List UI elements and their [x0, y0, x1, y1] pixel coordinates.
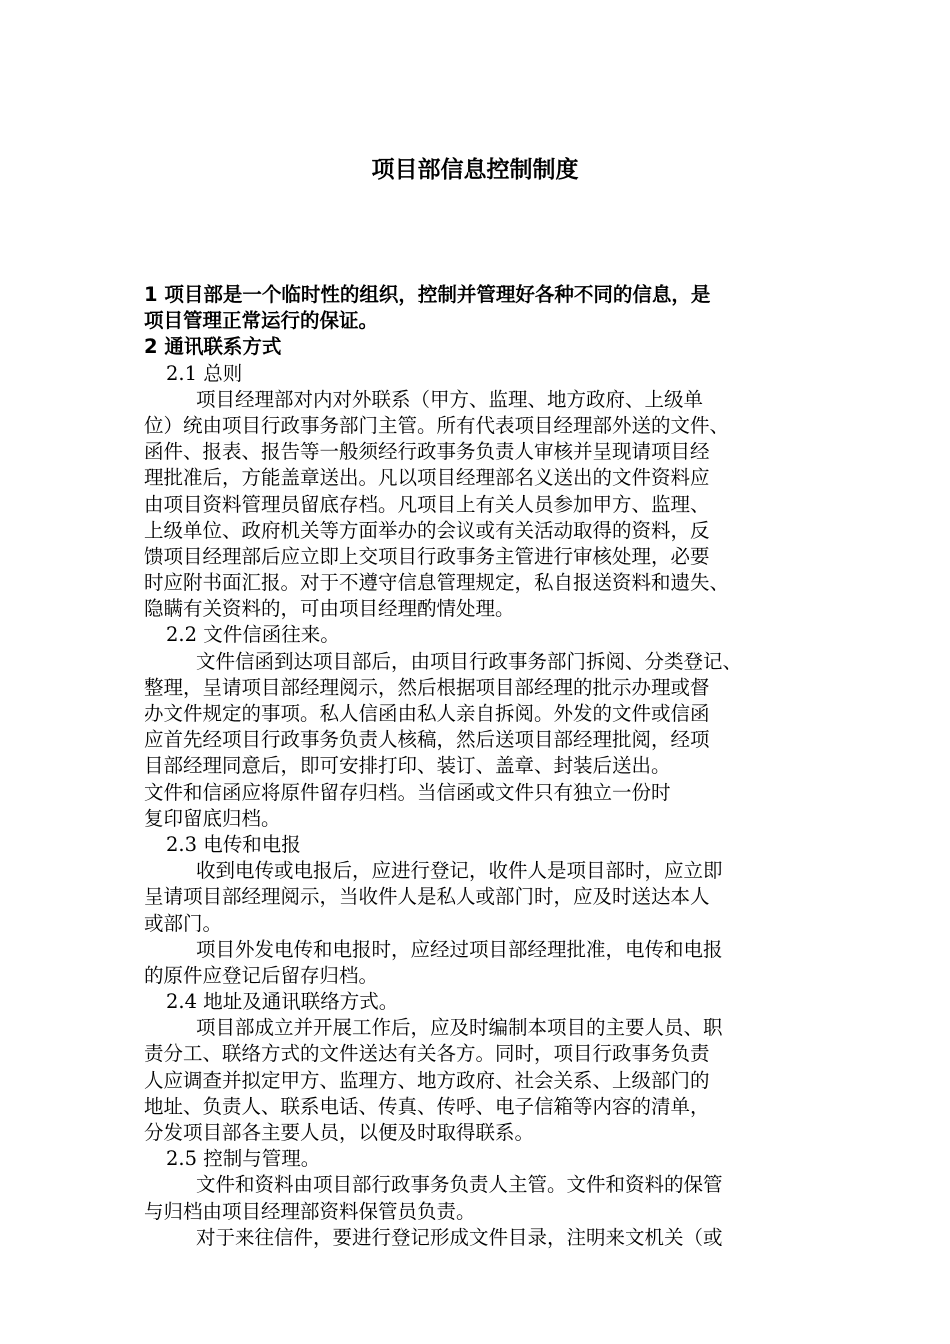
section-heading-line: 1 项目部是一个临时性的组织，控制并管理好各种不同的信息，是 [144, 283, 711, 306]
paragraph-line: 位）统由项目行政事务部门主管。所有代表项目经理部外送的文件、 [144, 413, 730, 437]
paragraph-line: 项目部成立并开展工作后，应及时编制本项目的主要人员、职 [196, 1016, 723, 1040]
subsection-heading: 2.4 地址及通讯联络方式。 [166, 990, 399, 1014]
paragraph-line: 办文件规定的事项。私人信函由私人亲自拆阅。外发的文件或信函 [144, 702, 710, 725]
paragraph-line: 呈请项目部经理阅示，当收件人是私人或部门时，应及时送达本人 [144, 885, 710, 909]
paragraph-line: 收到电传或电报后，应进行登记，收件人是项目部时，应立即 [196, 859, 723, 883]
paragraph-line: 隐瞒有关资料的，可由项目经理酌情处理。 [144, 597, 515, 621]
section-heading-line: 2 通讯联系方式 [144, 335, 282, 359]
paragraph-line: 人应调查并拟定甲方、监理方、地方政府、社会关系、上级部门的 [144, 1068, 710, 1092]
paragraph-line: 馈项目经理部后应立即上交项目行政事务主管进行审核处理，必要 [144, 544, 710, 568]
paragraph-line: 与归档由项目经理部资料保管员负责。 [144, 1199, 476, 1223]
paragraph-line: 或部门。 [144, 911, 223, 935]
subsection-heading: 2.2 文件信函往来。 [166, 623, 340, 647]
paragraph-line: 理批准后，方能盖章送出。凡以项目经理部名义送出的文件资料应 [144, 466, 710, 490]
paragraph-line: 分发项目部各主要人员，以便及时取得联系。 [144, 1121, 535, 1144]
paragraph-line: 时应附书面汇报。对于不遵守信息管理规定，私自报送资料和遗失、 [144, 571, 730, 595]
paragraph-line: 地址、负责人、联系电话、传真、传呼、电子信箱等内容的清单， [144, 1094, 710, 1118]
paragraph-line: 目部经理同意后，即可安排打印、装订、盖章、封装后送出。 [144, 754, 671, 778]
paragraph-line: 的原件应登记后留存归档。 [144, 963, 379, 987]
paragraph-line: 文件和资料由项目部行政事务负责人主管。文件和资料的保管 [196, 1173, 723, 1197]
paragraph-line: 复印留底归档。 [144, 806, 281, 830]
paragraph-line: 项目外发电传和电报时，应经过项目部经理批准，电传和电报 [196, 937, 723, 961]
paragraph-line: 应首先经项目行政事务负责人核稿，然后送项目部经理批阅，经项 [144, 728, 710, 752]
subsection-heading: 2.1 总则 [166, 361, 243, 385]
paragraph-line: 由项目资料管理员留底存档。凡项目上有关人员参加甲方、监理、 [144, 492, 710, 516]
paragraph-line: 文件和信函应将原件留存归档。当信函或文件只有独立一份时 [144, 780, 671, 804]
subsection-heading: 2.5 控制与管理。 [166, 1147, 321, 1171]
document-body [144, 282, 814, 1251]
paragraph-line: 上级单位、政府机关等方面举办的会议或有关活动取得的资料，反 [144, 518, 710, 542]
paragraph-line: 项目经理部对内对外联系（甲方、监理、地方政府、上级单 [196, 387, 704, 411]
subsection-heading: 2.3 电传和电报 [166, 832, 301, 856]
paragraph-line: 函件、报表、报告等一般须经行政事务负责人审核并呈现请项目经 [144, 440, 710, 464]
section-heading-line: 项目管理正常运行的保证。 [144, 309, 379, 333]
paragraph-line: 文件信函到达项目部后，由项目行政事务部门拆阅、分类登记、 [196, 649, 743, 673]
document-title: 项目部信息控制制度 [371, 157, 579, 183]
paragraph-line: 责分工、联络方式的文件送达有关各方。同时，项目行政事务负责 [144, 1042, 710, 1066]
paragraph-line: 对于来往信件，要进行登记形成文件目录，注明来文机关（或 [196, 1225, 723, 1249]
paragraph-line: 整理，呈请项目部经理阅示，然后根据项目部经理的批示办理或督 [144, 675, 710, 699]
